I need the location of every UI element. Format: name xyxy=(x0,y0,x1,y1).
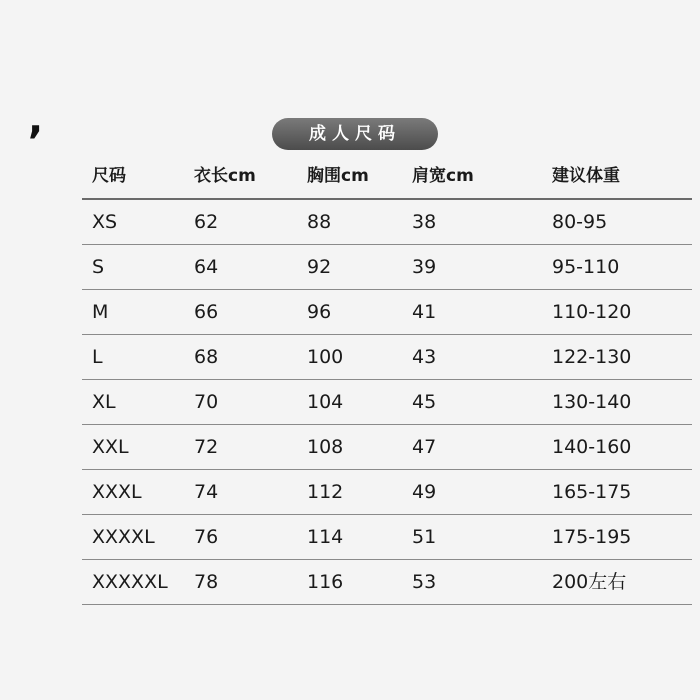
cell-length: 76 xyxy=(194,526,219,548)
cell-shoulder: 51 xyxy=(412,526,437,548)
header-length: 衣长cm xyxy=(194,166,256,186)
table-row xyxy=(82,515,692,560)
table-row xyxy=(82,200,692,245)
cell-length: 64 xyxy=(194,256,219,278)
table-row xyxy=(82,560,692,605)
cell-chest: 88 xyxy=(307,211,332,233)
cell-length: 70 xyxy=(194,391,219,413)
header-chest: 胸围cm xyxy=(307,166,369,186)
cell-chest: 100 xyxy=(307,346,344,368)
cell-size: S xyxy=(92,256,105,278)
cell-length: 66 xyxy=(194,301,219,323)
cell-shoulder: 38 xyxy=(412,211,437,233)
table-header-row xyxy=(82,154,692,200)
cell-size: XS xyxy=(92,211,118,233)
cell-shoulder: 43 xyxy=(412,346,437,368)
header-size: 尺码 xyxy=(92,166,126,186)
cell-length: 78 xyxy=(194,571,219,593)
cell-weight: 130-140 xyxy=(552,391,632,413)
cell-size: XXXL xyxy=(92,481,142,503)
cell-chest: 116 xyxy=(307,571,344,593)
cell-shoulder: 45 xyxy=(412,391,437,413)
table-row xyxy=(82,470,692,515)
cell-size: XXL xyxy=(92,436,129,458)
cell-shoulder: 41 xyxy=(412,301,437,323)
cell-length: 62 xyxy=(194,211,219,233)
cell-weight: 95-110 xyxy=(552,256,620,278)
cell-weight: 140-160 xyxy=(552,436,632,458)
cell-weight: 122-130 xyxy=(552,346,632,368)
cell-chest: 92 xyxy=(307,256,332,278)
table-row xyxy=(82,380,692,425)
comma-mark: , xyxy=(28,97,44,143)
cell-size: M xyxy=(92,301,109,323)
cell-weight: 200左右 xyxy=(552,571,627,593)
table-row xyxy=(82,335,692,380)
cell-length: 72 xyxy=(194,436,219,458)
header-weight: 建议体重 xyxy=(552,166,620,186)
table-row xyxy=(82,425,692,470)
cell-shoulder: 39 xyxy=(412,256,437,278)
table-row xyxy=(82,245,692,290)
cell-shoulder: 49 xyxy=(412,481,437,503)
cell-chest: 112 xyxy=(307,481,344,503)
cell-weight: 110-120 xyxy=(552,301,632,323)
cell-length: 74 xyxy=(194,481,219,503)
table-title-badge: 成人尺码 xyxy=(272,118,438,150)
cell-size: XXXXXL xyxy=(92,571,168,593)
cell-size: L xyxy=(92,346,103,368)
cell-shoulder: 47 xyxy=(412,436,437,458)
table-row xyxy=(82,290,692,335)
cell-size: XXXXL xyxy=(92,526,155,548)
header-shoulder: 肩宽cm xyxy=(412,166,474,186)
cell-weight: 175-195 xyxy=(552,526,632,548)
cell-size: XL xyxy=(92,391,116,413)
cell-chest: 104 xyxy=(307,391,344,413)
cell-length: 68 xyxy=(194,346,219,368)
cell-weight: 165-175 xyxy=(552,481,632,503)
cell-chest: 96 xyxy=(307,301,332,323)
cell-chest: 108 xyxy=(307,436,344,458)
size-table-body xyxy=(82,200,692,605)
cell-weight: 80-95 xyxy=(552,211,608,233)
cell-shoulder: 53 xyxy=(412,571,437,593)
cell-chest: 114 xyxy=(307,526,344,548)
